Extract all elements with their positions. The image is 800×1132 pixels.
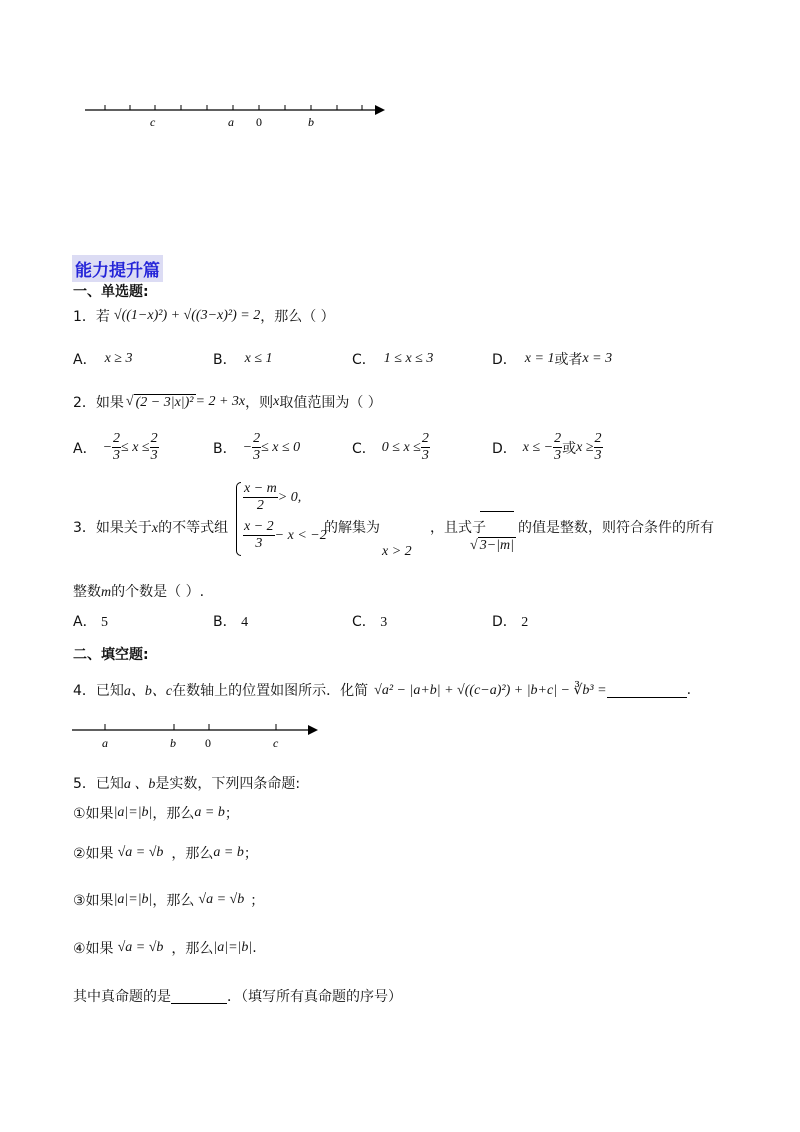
label-a: a <box>228 115 234 129</box>
q1-expression: √((1−x)²) + √((3−x)²) = 2 <box>113 308 261 323</box>
q3-option-d[interactable]: D． 2 <box>492 614 529 630</box>
q2-option-a[interactable] <box>73 432 159 463</box>
question-4: 4．已知 a、b、c 在数轴上的位置如图所示．化简 √a² − |a+b| + √((c−a)²) + |b+c| − ∛b³ = . <box>73 682 692 699</box>
option-label: D． <box>492 440 517 457</box>
q3-mid2: 的解集为 <box>324 520 380 536</box>
option-text: − <box>102 439 113 455</box>
option-text: x ≤ − <box>522 439 554 455</box>
q5-statement-3: ③如果 |a|=|b| ，那么 √a = √b ； <box>73 892 265 909</box>
q3-option-c[interactable]: C． 3 <box>352 614 388 630</box>
option-label: B． <box>213 440 237 457</box>
system-brace <box>236 482 241 556</box>
fraction: $\frac{2}{3}$ <box>113 431 121 463</box>
q3-radical: √ 3−|m| <box>470 537 514 553</box>
q4-answer-blank[interactable] <box>607 683 687 698</box>
q3-fraction-bar <box>480 511 514 512</box>
option-label: A． <box>73 352 97 368</box>
section-fill-blank: 二、填空题: <box>73 647 149 663</box>
q3-option-a[interactable]: A． 5 <box>73 614 109 630</box>
q2-number: 2．如果 <box>73 395 124 411</box>
q5-statement-2: ②如果 √a = √b ，那么 a = b ； <box>73 845 258 862</box>
top-number-line <box>80 96 390 136</box>
option-label: C． <box>352 440 376 457</box>
label-b: b <box>308 115 314 129</box>
q1-option-c[interactable] <box>352 349 433 369</box>
q2-tail: ，则 <box>245 395 274 411</box>
q4-expression: √a² − |a+b| + √((c−a)²) + |b+c| − ∛b³ = <box>374 682 607 698</box>
label-a: a <box>102 736 108 750</box>
fraction: $\frac{2}{3}$ <box>594 431 602 463</box>
q5-statement-1: ①如果 |a|=|b| ，那么 a = b ； <box>73 805 239 822</box>
option-label: B． <box>213 352 237 368</box>
axis-arrow <box>308 725 318 735</box>
q4-number-line <box>70 718 330 754</box>
option-text: 0 ≤ x ≤ <box>381 439 421 455</box>
option-text: x = 1 <box>524 351 555 366</box>
question-1 <box>73 306 335 326</box>
q2-option-d[interactable] <box>492 432 603 463</box>
q3-solution: x > 2 <box>382 544 412 559</box>
option-text: x ≥ <box>576 439 594 455</box>
fraction: $\frac{2}{3}$ <box>150 431 158 463</box>
q5-statement-4: ④如果 √a = √b ，那么 |a|=|b| . <box>73 940 257 957</box>
q3-inequality-2: $\frac{x - 2}{3}$ − x < −2 <box>244 519 327 551</box>
option-text: 或 <box>562 440 577 457</box>
fraction: $\frac{2}{3}$ <box>253 431 261 463</box>
q2-rhs: = 2 + 3x <box>195 394 246 409</box>
option-label: A． <box>73 440 97 457</box>
q3-mid3: ，且式子 <box>430 520 486 536</box>
fraction: $\frac{2}{3}$ <box>421 431 429 463</box>
q3-mid4: 的值是整数，则符合条件的所有 <box>518 520 714 536</box>
section-title: 能力提升篇 <box>72 255 163 282</box>
q5-footer: 其中真命题的是 ．（填写所有真命题的序号） <box>73 989 402 1005</box>
fraction: $\frac{2}{3}$ <box>554 431 562 463</box>
q1-option-d[interactable] <box>492 349 612 369</box>
label-b: b <box>170 736 176 750</box>
q1-number: 1．若 <box>73 309 110 325</box>
q2-tail: 取值范围为（ ） <box>279 395 382 411</box>
option-text: ≤ x ≤ <box>121 439 150 455</box>
q3-prefix: 3．如果关于x的不等式组 <box>73 520 229 536</box>
q1-tail: ，那么（ ） <box>260 309 335 325</box>
q3-line2: 整数m的个数是（ ）. <box>73 584 205 600</box>
axis-arrow <box>375 105 385 115</box>
option-text: x ≤ 1 <box>244 351 273 366</box>
label-zero: 0 <box>256 115 262 129</box>
option-label: D． <box>492 352 517 368</box>
q2-radicand: (2 − 3|x|)² <box>135 394 194 410</box>
option-text: − <box>242 439 253 455</box>
label-zero: 0 <box>205 736 211 750</box>
label-c: c <box>273 736 279 750</box>
q3-inequality-1: $\frac{x - m}{2}$ > 0, <box>244 481 302 513</box>
q5-answer-blank[interactable] <box>171 989 227 1004</box>
q2-option-c[interactable] <box>352 432 430 463</box>
option-text: x = 3 <box>582 351 613 366</box>
option-text: x ≥ 3 <box>104 351 133 366</box>
question-2: 2．如果 √ (2 − 3|x|)² = 2 + 3x ，则 x 取值范围为（ ） <box>73 394 382 411</box>
q1-option-b[interactable] <box>213 349 273 369</box>
q2-var: x <box>273 394 280 409</box>
q2-option-b[interactable] <box>213 432 300 463</box>
q3-option-b[interactable]: B． 4 <box>213 614 249 630</box>
option-label: C． <box>352 352 376 368</box>
option-text: ≤ x ≤ 0 <box>261 439 301 455</box>
label-c: c <box>150 115 156 129</box>
question-5-intro: 5．已知 a 、b 是实数，下列四条命题: <box>73 776 301 792</box>
axis-ticks <box>105 724 276 730</box>
section-single-choice: 一、单选题: <box>73 284 149 300</box>
option-text: 或者 <box>554 352 583 368</box>
q1-option-a[interactable] <box>73 349 132 369</box>
option-text: 1 ≤ x ≤ 3 <box>383 351 434 366</box>
axis-ticks <box>105 105 362 110</box>
